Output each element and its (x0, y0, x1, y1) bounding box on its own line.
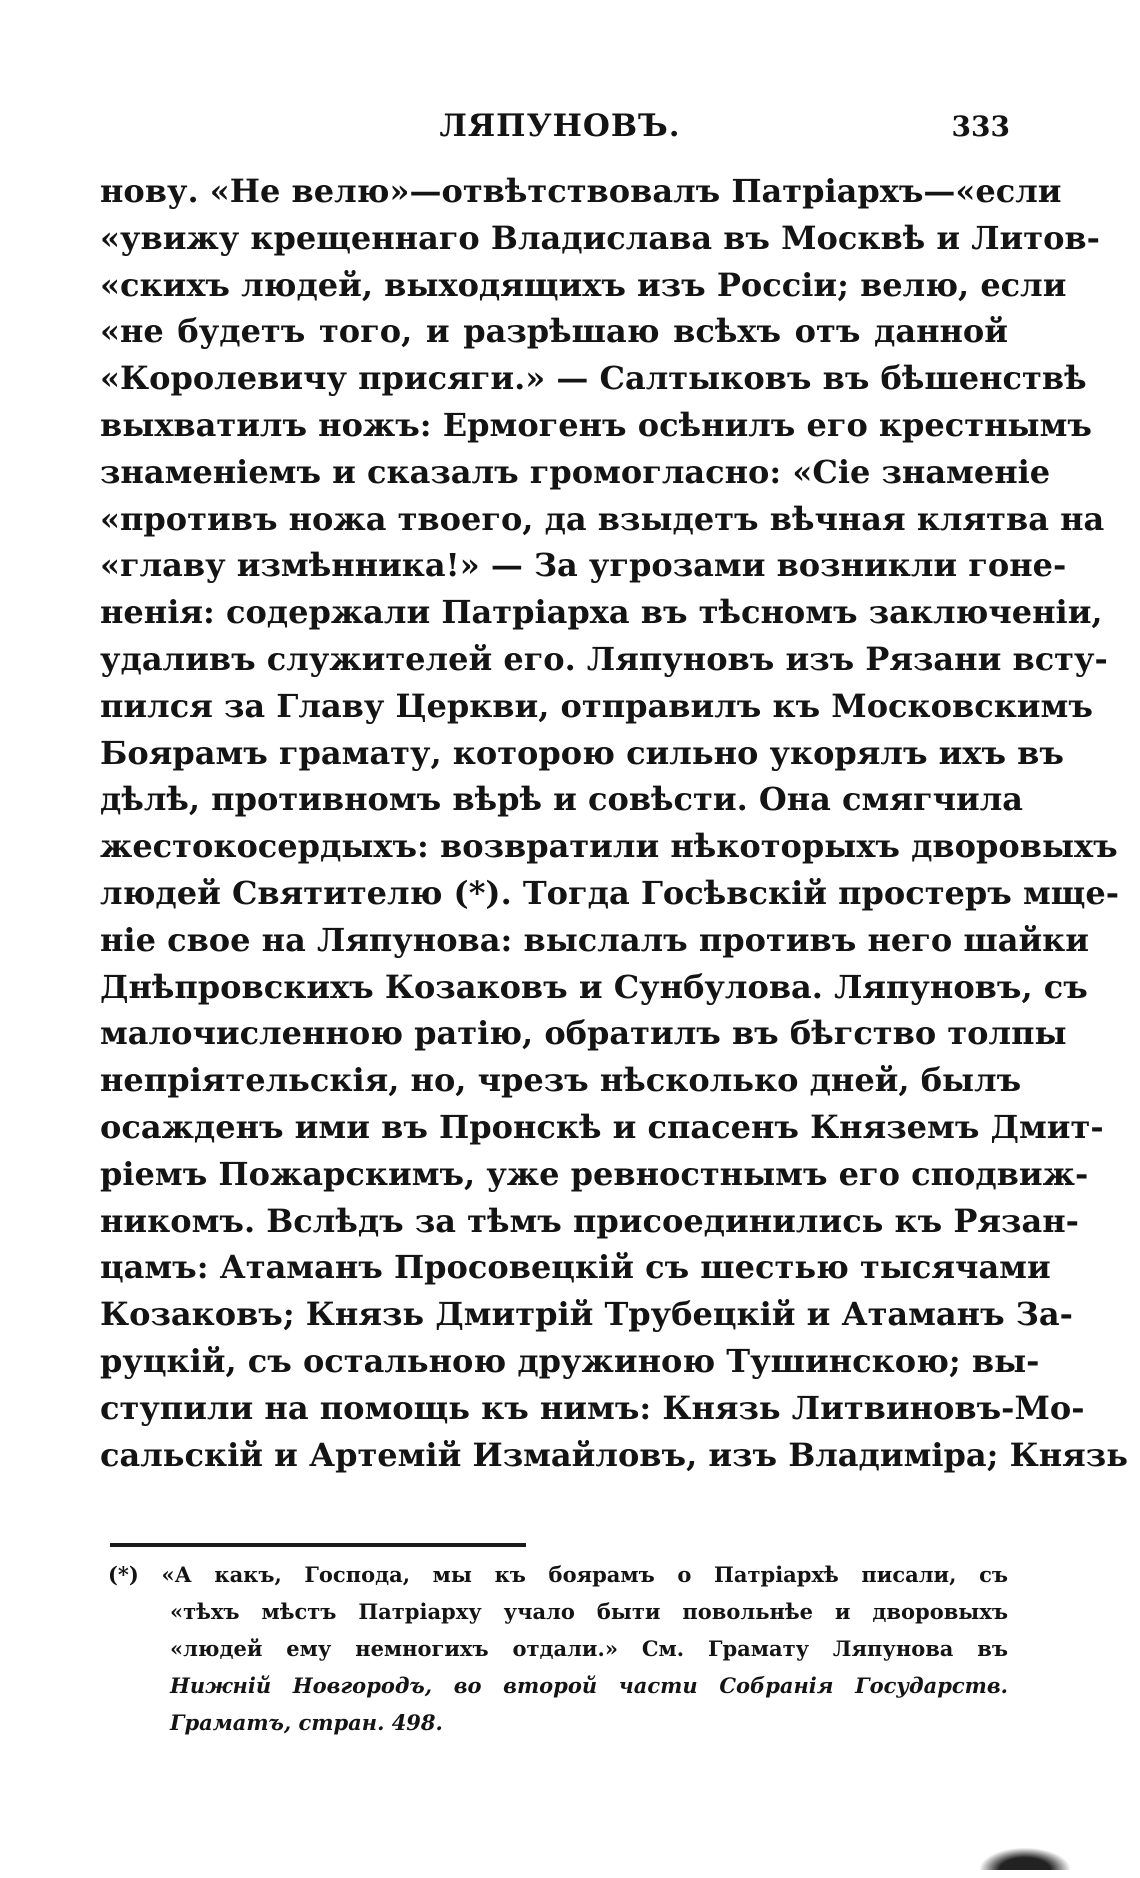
text-line: ніе свое на Ляпунова: выслалъ противъ него шайки (100, 920, 1090, 959)
text-line: никомъ. Вслѣдъ за тѣмъ присоединились къ Рязан- (100, 1201, 1079, 1240)
text-line: «не будетъ того, и разрѣшаю всѣхъ отъ данной (100, 312, 1008, 351)
footnote (108, 1556, 1008, 1741)
text-line: Козаковъ; Князь Дмитрій Трубецкій и Атаманъ За- (100, 1295, 1073, 1334)
running-title: ЛЯПУНОВЪ. (439, 108, 681, 144)
text-line: руцкій, съ остальною дружиною Тушинскою; вы- (100, 1341, 1040, 1380)
footnote-line: «людей ему немногихъ отдали.» См. Грамату Ляпунова въ (170, 1636, 1008, 1661)
text-line: пился за Главу Церкви, отправилъ къ Московскимъ (100, 686, 1093, 725)
main-text (100, 168, 1128, 1478)
text-line: ненія: содержали Патріарха въ тѣсномъ заключеніи, (100, 593, 1103, 632)
text-line: Днѣпровскихъ Козаковъ и Сунбулова. Ляпуновъ, съ (100, 967, 1088, 1006)
text-line: людей Святителю (*). Тогда Госѣвскій простеръ мще- (100, 873, 1120, 912)
text-line: знаменіемъ и сказалъ громогласно: «Сіе знаменіе (100, 452, 1051, 491)
footnote-line: «тѣхъ мѣстъ Патріарху учало быти повольнѣе и дворовыхъ (170, 1599, 1008, 1624)
ink-smudge (980, 1848, 1070, 1870)
text-line: дѣлѣ, противномъ вѣрѣ и совѣсти. Она смягчила (100, 780, 1024, 819)
text-line: «увижу крещеннаго Владислава въ Москвѣ и Литов- (100, 218, 1100, 257)
text-line: малочисленною ратію, обратилъ въ бѣгство толпы (100, 1014, 1067, 1053)
text-line: ступили на помощь къ нимъ: Князь Литвиновъ-Мо- (100, 1388, 1085, 1427)
text-line: ріемъ Пожарскимъ, уже ревностнымъ его сподвиж- (100, 1154, 1089, 1193)
text-line: цамъ: Атаманъ Просовецкій съ шестью тысячами (100, 1248, 1051, 1287)
text-line: удаливъ служителей его. Ляпуновъ изъ Рязани всту- (100, 639, 1108, 678)
text-line: выхватилъ ножъ: Ермогенъ осѣнилъ его крестнымъ (100, 405, 1092, 444)
text-line: непріятельскія, но, чрезъ нѣсколько дней, былъ (100, 1061, 1022, 1100)
text-line: «Королевичу присяги.» — Салтыковъ въ бѣшенствѣ (100, 359, 1087, 398)
text-line: сальскій и Артемій Измайловъ, изъ Владиміра; Князь (100, 1435, 1128, 1474)
text-line: нову. «Не велю»—отвѣтствовалъ Патріархъ—«если (100, 172, 1062, 210)
text-line: «скихъ людей, выходящихъ изъ Россіи; велю, если (100, 265, 1067, 304)
footnote-rule (110, 1543, 526, 1547)
page-number: 333 (951, 110, 1010, 143)
text-line: Боярамъ грамату, которою сильно укорялъ ихъ въ (100, 733, 1064, 772)
footnote-line: Граматъ, стран. 498. (170, 1710, 443, 1735)
running-head (100, 108, 1020, 154)
text-line: жестокосердыхъ: возвратили нѣкоторыхъ дворовыхъ (100, 827, 1118, 866)
text-line: осажденъ ими въ Пронскѣ и спасенъ Княземъ Дмит- (100, 1107, 1104, 1146)
text-line: «противъ ножа твоего, да взыдетъ вѣчная клятва на (100, 499, 1105, 538)
footnote-line: Нижній Новгородъ, во второй части Собранія Государств. (170, 1673, 1008, 1698)
footnote-line: (*) «А какъ, Господа, мы къ боярамъ о Патріархѣ писали, съ (108, 1562, 1008, 1587)
text-line: «главу измѣнника!» — За угрозами возникли гоне- (100, 546, 1067, 585)
